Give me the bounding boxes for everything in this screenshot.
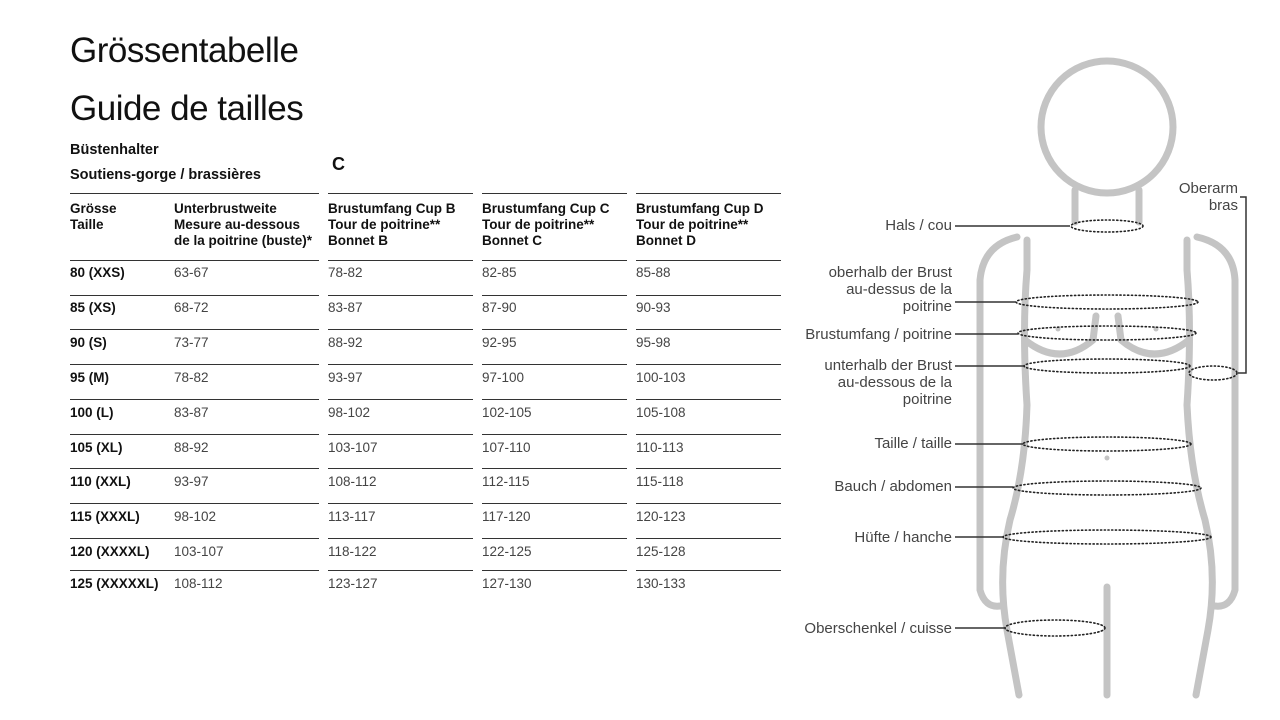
underbust-cell: 73-77 — [174, 335, 209, 350]
cup-d-cell: 100-103 — [636, 370, 686, 385]
cup-c-cell: 112-115 — [482, 474, 530, 489]
underbust-cell: 68-72 — [174, 300, 209, 315]
cup-c-cell: 127-130 — [482, 576, 532, 591]
size-cell: 110 (XXL) — [70, 474, 131, 489]
section-title-de: Büstenhalter — [70, 142, 159, 158]
page-title-de: Grössentabelle — [70, 31, 299, 70]
cup-b-cell: 103-107 — [328, 440, 378, 455]
header-line: Bonnet C — [482, 233, 542, 248]
header-line: Taille — [70, 217, 104, 232]
cup-d-cell: 85-88 — [636, 265, 671, 280]
size-cell: 125 (XXXXXL) — [70, 576, 159, 591]
header-line: Brustumfang Cup C — [482, 201, 610, 216]
underbust-cell: 83-87 — [174, 405, 209, 420]
size-cell: 90 (S) — [70, 335, 107, 350]
hip-label: Hüfte / hanche — [854, 529, 952, 546]
bust-label: Brustumfang / poitrine — [805, 326, 952, 343]
cup-c-cell: 87-90 — [482, 300, 517, 315]
size-cell: 95 (M) — [70, 370, 110, 385]
cup-d-cell: 110-113 — [636, 440, 684, 455]
cup-b-cell: 123-127 — [328, 576, 378, 591]
cup-b-cell: 78-82 — [328, 265, 363, 280]
cup-d-cell: 95-98 — [636, 335, 671, 350]
cup-b-cell: 108-112 — [328, 474, 377, 489]
size-cell: 120 (XXXXL) — [70, 544, 150, 559]
underbust-cell: 88-92 — [174, 440, 209, 455]
size-cell: 105 (XL) — [70, 440, 123, 455]
size-cell: 80 (XXS) — [70, 265, 125, 280]
header-line: Tour de poitrine** — [636, 217, 749, 232]
cup-marker: C — [332, 154, 345, 174]
waist-label: Taille / taille — [874, 435, 952, 452]
page-title-fr: Guide de tailles — [70, 89, 304, 128]
header-line: Tour de poitrine** — [482, 217, 595, 232]
cup-d-cell: 130-133 — [636, 576, 686, 591]
header-line: de la poitrine (buste)* — [174, 233, 313, 248]
cup-b-cell: 118-122 — [328, 544, 377, 559]
section-title-fr: Soutiens-gorge / brassières — [70, 167, 261, 183]
header-line: Brustumfang Cup B — [328, 201, 456, 216]
header-line: Mesure au-dessous — [174, 217, 301, 232]
header-line: Bonnet D — [636, 233, 696, 248]
cup-b-cell: 83-87 — [328, 300, 363, 315]
underbust-cell: 108-112 — [174, 576, 223, 591]
cup-c-cell: 82-85 — [482, 265, 517, 280]
size-cell: 85 (XS) — [70, 300, 116, 315]
header-line: Unterbrustweite — [174, 201, 277, 216]
cup-c-cell: 102-105 — [482, 405, 532, 420]
cup-d-cell: 125-128 — [636, 544, 686, 559]
cup-d-cell: 90-93 — [636, 300, 671, 315]
cup-c-cell: 107-110 — [482, 440, 531, 455]
underbust-cell: 93-97 — [174, 474, 209, 489]
size-cell: 115 (XXXL) — [70, 509, 140, 524]
abdomen-label: Bauch / abdomen — [834, 478, 952, 495]
underbust-cell: 98-102 — [174, 509, 217, 524]
cup-b-cell: 93-97 — [328, 370, 363, 385]
below-bust-label: unterhalb der Brust au-dessous de la poitrine — [824, 357, 952, 408]
underbust-cell: 78-82 — [174, 370, 209, 385]
cup-b-cell: 88-92 — [328, 335, 363, 350]
cup-d-cell: 115-118 — [636, 474, 684, 489]
underbust-cell: 63-67 — [174, 265, 209, 280]
cup-c-cell: 117-120 — [482, 509, 531, 524]
header-line: Grösse — [70, 201, 117, 216]
upper-arm-label: Oberarm bras — [1178, 180, 1238, 214]
size-cell: 100 (L) — [70, 405, 114, 420]
cup-b-cell: 113-117 — [328, 509, 376, 524]
cup-c-cell: 97-100 — [482, 370, 525, 385]
above-bust-label: oberhalb der Brust au-dessus de la poitrine — [828, 264, 952, 315]
neck-label: Hals / cou — [885, 217, 952, 234]
cup-d-cell: 120-123 — [636, 509, 686, 524]
header-line: Bonnet B — [328, 233, 388, 248]
header-line: Tour de poitrine** — [328, 217, 441, 232]
cup-d-cell: 105-108 — [636, 405, 686, 420]
cup-c-cell: 122-125 — [482, 544, 532, 559]
header-line: Brustumfang Cup D — [636, 201, 764, 216]
underbust-cell: 103-107 — [174, 544, 224, 559]
cup-b-cell: 98-102 — [328, 405, 371, 420]
cup-c-cell: 92-95 — [482, 335, 517, 350]
thigh-label: Oberschenkel / cuisse — [804, 620, 952, 637]
